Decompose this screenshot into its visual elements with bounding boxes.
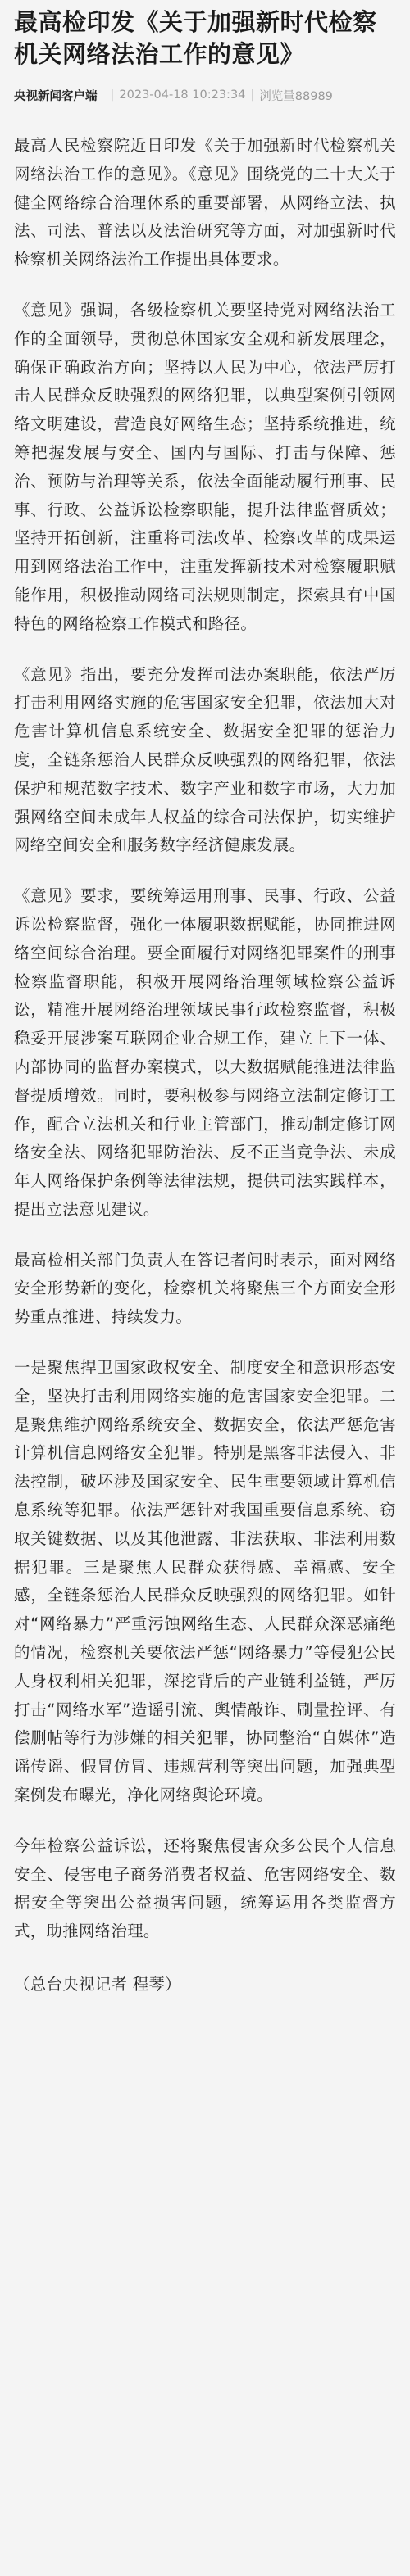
publish-date: 2023-04-18 10:23:34 [119,88,246,102]
article-paragraph: 最高检相关部门负责人在答记者问时表示，面对网络安全形势新的变化，检察机关将聚焦三个方面安全形势重点推进、持续发力。 [14,1250,396,1327]
article-title: 最高检印发《关于加强新时代检察机关网络法治工作的意见》 [14,8,377,68]
meta-divider: | [250,88,255,102]
meta-divider: | [110,88,115,102]
article-page [0,7,410,2576]
byline: （总台央视记者 程琴） [14,1975,181,1994]
article-paragraph: 今年检察公益诉讼，还将聚焦侵害众多公民个人信息安全、侵害电子商务消费者权益、危害网络安全、数据安全等突出公益损害问题，统筹运用各类监督方式，助推网络治理。 [14,1836,396,1941]
view-count: 浏览量88989 [259,89,333,103]
article-meta [14,83,396,107]
article-paragraph: 最高人民检察院近日印发《关于加强新时代检察机关网络法治工作的意见》。《意见》围绕党的二十大关于健全网络综合治理体系的重要部署，从网络立法、执法、司法、普法以及法治研究等方面，对加强新时代检察机关网络法治工作提出具体要求。 [14,136,396,269]
article-paragraph: 一是聚焦捍卫国家政权安全、制度安全和意识形态安全，坚决打击利用网络实施的危害国家安全犯罪。二是聚焦维护网络系统安全、数据安全，依法严惩危害计算机信息网络安全犯罪。特别是黑客非法侵入、非法控制，破坏涉及国家安全、民生重要领域计算机信息系统等犯罪。依法严惩针对我国重要信息系统、窃取关键数据、以及其他泄露、非法获取、非法利用数据犯罪。三是聚焦人民群众获得感、幸福感、安全感，全链条惩治人民群众反映强烈的网络犯罪。如针对“网络暴力”严重污蚀网络生态、人民群众深恶痛绝的情况，检察机关要依法严惩“网络暴力”等侵犯公民人身权利相关犯罪，深挖背后的产业链利益链，严厉打击“网络水军”造谣引流、舆情敲诈、刷量控评、有偿删帖等行为涉嫌的相关犯罪，协同整治“自媒体”造谣传谣、假冒仿冒、违规营利等突出问题，加强典型案例发布曝光，净化网络舆论环境。 [14,1358,396,1805]
article-paragraph: 《意见》要求，要统筹运用刑事、民事、行政、公益诉讼检察监督，强化一体履职数据赋能，协同推进网络空间综合治理。要全面履行对网络犯罪案件的刑事检察监督职能，积极开展网络治理领域检察公益诉讼，精准开展网络治理领域民事行政检察监督，积极稳妥开展涉案互联网企业合规工作，建立上下一体、内部协同的监督办案模式，以大数据赋能推进法律监督提质增效。同时，要积极参与网络立法制定修订工作，配合立法机关和行业主管部门，推动制定修订网络安全法、网络犯罪防治法、反不正当竞争法、未成年人网络保护条例等法律法规，提供司法实践样本，提出立法意见建议。 [14,886,396,1219]
article-paragraph: 《意见》强调，各级检察机关要坚持党对网络法治工作的全面领导，贯彻总体国家安全观和新发展理念，确保正确政治方向；坚持以人民为中心，依法严厉打击人民群众反映强烈的网络犯罪，以典型案例引领网络文明建设，营造良好网络生态；坚持系统推进，统筹把握发展与安全、国内与国际、打击与保障、惩治、预防与治理等关系，依法全面能动履行刑事、民事、行政、公益诉讼检察职能，提升法律监督质效；坚持开拓创新，注重将司法改革、检察改革的成果运用到网络法治工作中，注重发挥新技术对检察履职赋能作用，积极推动网络司法规则制定，探索具有中国特色的网络检察工作模式和路径。 [14,300,396,633]
source-name[interactable]: 央视新闻客户端 [14,89,98,103]
article-body [14,132,396,1999]
article-paragraph: 《意见》指出，要充分发挥司法办案职能，依法严厉打击利用网络实施的危害国家安全犯罪，依法加大对危害计算机信息系统安全、数据安全犯罪的惩治力度，全链条惩治人民群众反映强烈的网络犯罪，依法保护和规范数字技术、数字产业和数字市场，大力加强网络空间未成年人权益的综合司法保护，切实维护网络空间安全和服务数字经济健康发展。 [14,664,396,855]
